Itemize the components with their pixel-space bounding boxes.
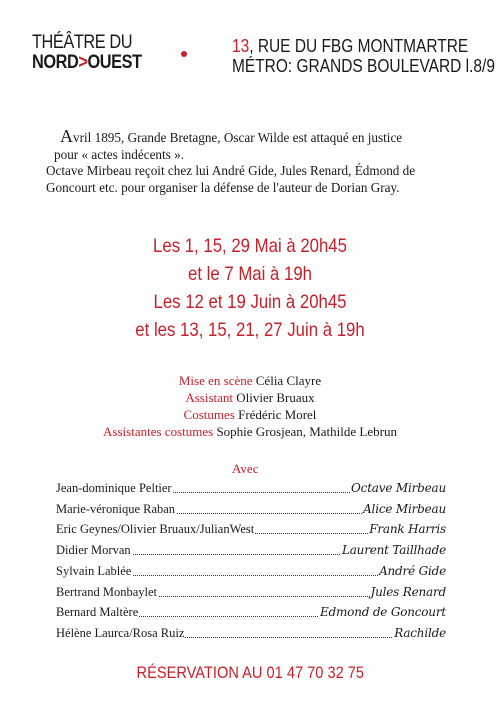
reservation-text: RÉSERVATION AU 01 47 70 32 75 — [136, 663, 364, 682]
character-name: André Gide — [379, 564, 446, 578]
character-name: Frank Harris — [369, 522, 446, 536]
actor-name: Didier Morvan — [56, 543, 131, 557]
performance-dates — [0, 232, 500, 344]
character-name: Alice Mirbeau — [363, 502, 446, 516]
cast-heading: Avec — [232, 461, 259, 476]
address-street — [232, 36, 495, 56]
theatre-name-line2 — [32, 53, 142, 73]
credit-line — [0, 423, 500, 440]
credit-line — [0, 389, 500, 406]
intro-line-1: vril 1895, Grande Bretagne, Oscar Wilde est attaqué en justice — [73, 130, 403, 145]
intro-line-4: Goncourt etc. pour organiser la défense de l'auteur de Dorian Gray. — [46, 179, 400, 195]
actor-name: Bertrand Monbaylet — [56, 585, 158, 599]
credit-role: Assistantes costumes — [103, 424, 214, 439]
cast-row — [56, 520, 446, 538]
address-block — [232, 36, 495, 76]
credit-line — [0, 372, 500, 389]
character-name: Edmond de Goncourt — [319, 605, 446, 619]
theatre-nord: NORD — [32, 52, 79, 73]
character-name: Jules Renard — [370, 585, 446, 599]
theatre-ouest: OUEST — [87, 52, 142, 73]
cast-row — [56, 603, 446, 621]
credit-role: Assistant — [185, 390, 234, 405]
credit-line — [0, 406, 500, 423]
drop-cap: A — [60, 126, 73, 146]
date-line: Les 1, 15, 29 Mai à 20h45 — [153, 235, 347, 257]
actor-name: Hélène Laurca/Rosa Ruiz — [56, 626, 185, 640]
cast-row — [56, 479, 446, 497]
actor-name: Eric Geynes/Olivier Bruaux/JulianWest — [56, 522, 255, 536]
address-number: 13 — [232, 36, 250, 56]
date-line: Les 12 et 19 Juin à 20h45 — [153, 291, 347, 313]
intro-paragraph — [46, 128, 466, 196]
actor-name: Sylvain Lablée — [56, 564, 132, 578]
date-line: et les 13, 15, 21, 27 Juin à 19h — [135, 319, 365, 341]
credit-name: Sophie Grosjean, Mathilde Lebrun — [216, 424, 397, 439]
cast-row — [56, 500, 446, 518]
cast-row — [56, 624, 446, 642]
credit-name: Olivier Bruaux — [236, 390, 315, 405]
actor-name: Jean-dominique Peltier — [56, 481, 172, 495]
character-name: Octave Mirbeau — [351, 481, 446, 495]
separator-dot-icon — [181, 51, 187, 57]
address-metro: MÉTRO: GRANDS BOULEVARD l.8/9 — [232, 56, 495, 76]
cast-row — [56, 562, 446, 580]
date-line: et le 7 Mai à 19h — [187, 263, 313, 285]
actor-name: Bernard Maltère — [56, 605, 139, 619]
cast-row — [56, 583, 446, 601]
theatre-arrow: > — [78, 52, 88, 73]
theatre-name — [32, 33, 142, 73]
reservation-line — [0, 663, 500, 683]
credit-name: Célia Clayre — [255, 373, 322, 388]
cast-row — [56, 541, 446, 559]
intro-line — [46, 128, 466, 147]
address-street-name: , RUE DU FBG MONTMARTRE — [249, 36, 469, 56]
theatre-name-line1: THÉÂTRE DU — [32, 32, 133, 53]
credit-role: Mise en scène — [178, 373, 253, 388]
credit-role: Costumes — [183, 407, 235, 422]
character-name: Rachilde — [394, 626, 446, 640]
credit-name: Frédéric Morel — [238, 407, 317, 422]
actor-name: Marie-véronique Raban — [56, 502, 176, 516]
credits — [0, 372, 500, 440]
character-name: Laurent Taillhade — [341, 543, 446, 557]
intro-line-2: pour « actes indécents ». — [54, 146, 185, 162]
intro-line-3: Octave Mirbeau reçoit chez lui André Gide, Jules Renard, Édmond de — [46, 163, 416, 178]
